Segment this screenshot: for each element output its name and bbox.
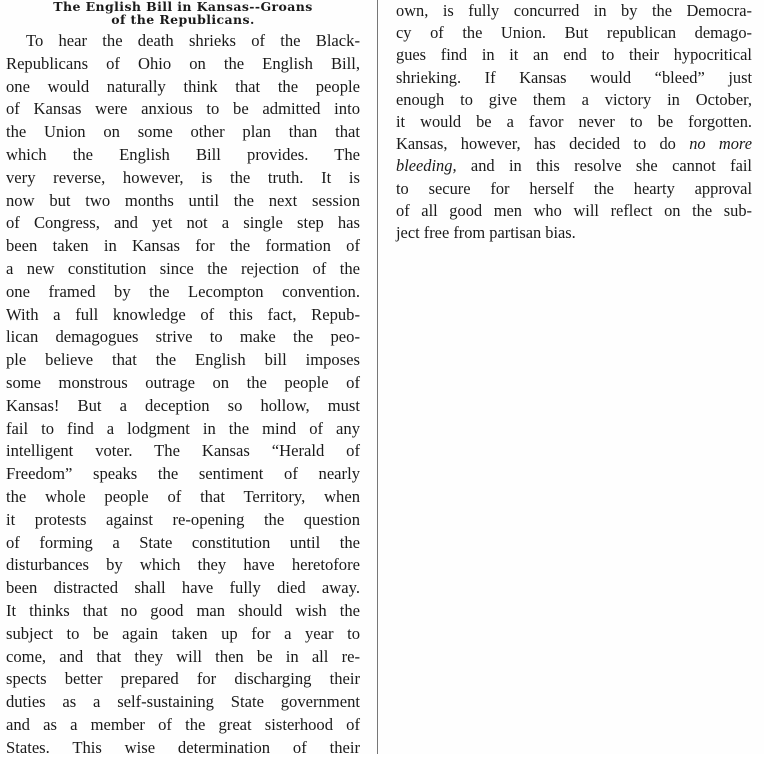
text-line: been taken in Kansas for the formation of bbox=[6, 236, 360, 256]
text-line: ple believe that the English bill imposes bbox=[6, 350, 360, 370]
article-headline bbox=[6, 1, 360, 26]
text-line: the whole people of that Territory, when bbox=[6, 486, 360, 506]
text-line: Freedom” speaks the sentiment of nearly bbox=[6, 464, 360, 484]
italic-phrase: no more bbox=[689, 134, 752, 154]
text-line: States. This wise determination of their bbox=[6, 737, 360, 757]
text-line: of forming a State constitution until the bbox=[6, 532, 360, 552]
text-line: some monstrous outrage on the people of bbox=[6, 372, 360, 392]
text-line: With a full knowledge of this fact, Repub- bbox=[6, 304, 360, 324]
text-line: subject to be again taken up for a year to bbox=[6, 623, 360, 643]
text-line: disturbances by which they have heretofore bbox=[6, 555, 360, 575]
text-line: to secure for herself the hearty approval bbox=[396, 178, 752, 198]
headline-line-1: The English Bill in Kansas--Groans bbox=[53, 0, 313, 14]
text-line-with-italic bbox=[396, 133, 752, 155]
text-line: intelligent voter. The Kansas “Herald of bbox=[6, 441, 360, 461]
left-column bbox=[6, 0, 360, 760]
text-line: of Kansas were anxious to be admitted into bbox=[6, 99, 360, 119]
text-line: one framed by the Lecompton convention. bbox=[6, 281, 360, 301]
text-line: now but two months until the next session bbox=[6, 190, 360, 210]
text-line: one would naturally think that the people bbox=[6, 76, 360, 96]
text-line: It thinks that no good man should wish the bbox=[6, 600, 360, 620]
text-line: Kansas! But a deception so hollow, must bbox=[6, 395, 360, 415]
text-line: been distracted shall have fully died away. bbox=[6, 578, 360, 598]
text-line: the Union on some other plan than that bbox=[6, 122, 360, 142]
text-line: To hear the death shrieks of the Black- bbox=[26, 31, 360, 50]
text-line: of all good men who will reflect on the sub- bbox=[396, 200, 752, 220]
text-line: it protests against re-opening the question bbox=[6, 509, 360, 529]
text-line: come, and that they will then be in all re- bbox=[6, 646, 360, 666]
text-line-with-italic bbox=[396, 155, 752, 177]
text-line: Republicans of Ohio on the English Bill, bbox=[6, 53, 360, 73]
column-divider bbox=[377, 0, 378, 754]
text-line: which the English Bill provides. The bbox=[6, 144, 360, 164]
text-line: lican demagogues strive to make the peo- bbox=[6, 327, 360, 347]
text-line: enough to give them a victory in October, bbox=[396, 89, 752, 109]
left-column-body bbox=[6, 30, 360, 760]
text-fragment: Kansas, however, has decided to do bbox=[396, 134, 676, 154]
text-line: and as a member of the great sisterhood of bbox=[6, 714, 360, 734]
text-line: fail to find a lodgment in the mind of any bbox=[6, 418, 360, 438]
text-line: spects better prepared for discharging their bbox=[6, 669, 360, 689]
text-line: gues find in it an end to their hypocritical bbox=[396, 45, 752, 65]
text-line: of Congress, and yet not a single step has bbox=[6, 213, 360, 233]
italic-phrase: bleeding, bbox=[396, 156, 457, 176]
text-line: shrieking. If Kansas would “bleed” just bbox=[396, 67, 752, 87]
text-fragment: and in this resolve she cannot fail bbox=[456, 156, 752, 176]
text-line: a new constitution since the rejection of the bbox=[6, 258, 360, 278]
text-line: own, is fully concurred in by the Democra- bbox=[396, 1, 752, 20]
text-line: cy of the Union. But republican demago- bbox=[396, 23, 752, 43]
text-line: duties as a self-sustaining State government bbox=[6, 692, 360, 712]
right-column bbox=[396, 0, 752, 244]
headline-line-2: of the Republicans. bbox=[111, 11, 255, 27]
text-line: ject free from partisan bias. bbox=[396, 222, 576, 242]
text-line: it would be a favor never to be forgotten. bbox=[396, 111, 752, 131]
text-line: very reverse, however, is the truth. It is bbox=[6, 167, 360, 187]
